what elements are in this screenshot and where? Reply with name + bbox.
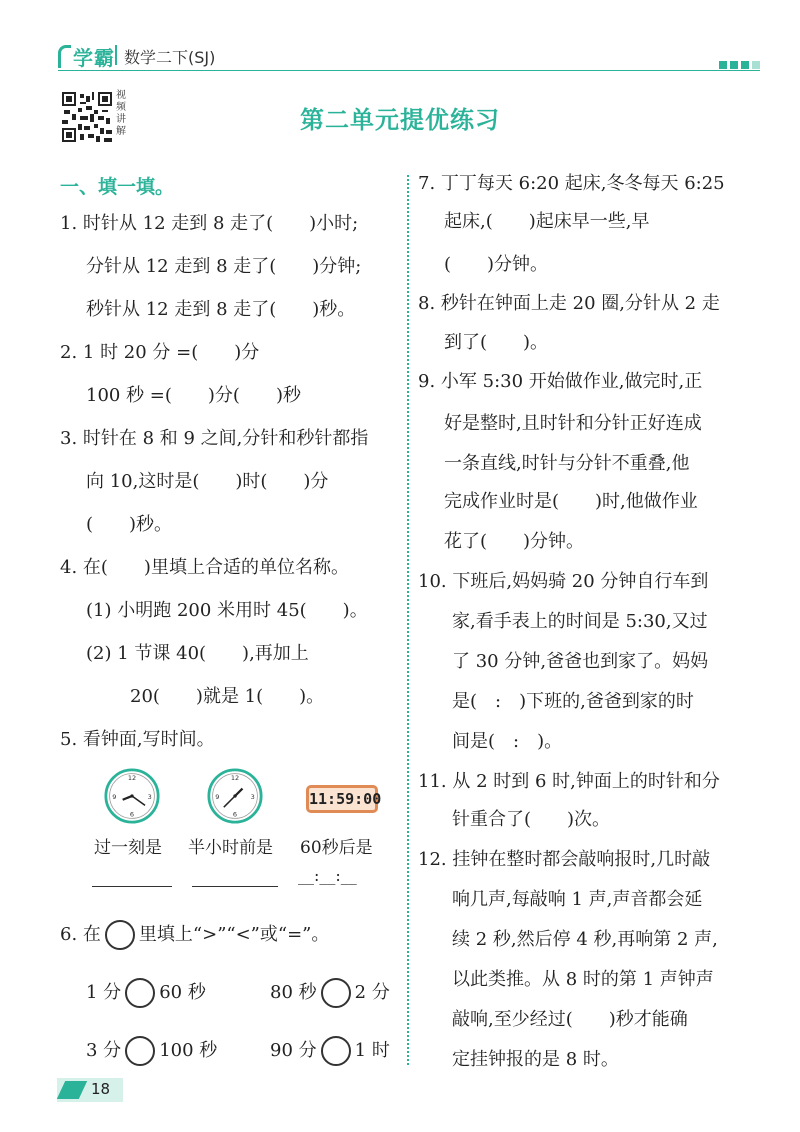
compare-item: 90 分 1 时 (270, 1036, 390, 1066)
pencil-icon (57, 1081, 87, 1099)
svg-text:12: 12 (127, 774, 137, 783)
answer-blank[interactable] (92, 886, 172, 887)
svg-text:12: 12 (230, 774, 240, 783)
page-number-tab (57, 1078, 123, 1102)
compare-item: 3 分 100 秒 (86, 1036, 217, 1066)
answer-blank-time[interactable]: __:__:__ (298, 866, 357, 885)
compare-circle[interactable] (321, 978, 351, 1008)
svg-text:9: 9 (112, 792, 117, 801)
svg-text:6: 6 (232, 810, 238, 819)
page-number: 18 (91, 1080, 111, 1098)
column-divider (407, 175, 409, 1065)
clock-face-icon (104, 768, 160, 824)
page-header (58, 42, 760, 72)
clock-caption: 60秒后是 (300, 838, 373, 858)
compare-circle[interactable] (125, 1036, 155, 1066)
compare-circle[interactable] (105, 920, 135, 950)
svg-text:3: 3 (250, 792, 255, 801)
svg-text:9: 9 (215, 792, 220, 801)
svg-text:6: 6 (129, 810, 135, 819)
answer-blank[interactable] (192, 886, 278, 887)
logo-mark-icon (58, 45, 71, 68)
clock-caption: 过一刻是 (94, 838, 162, 858)
brand-logo (58, 42, 115, 71)
book-title: 数学二下(SJ) (124, 48, 216, 67)
header-separator (115, 45, 117, 65)
qr-label: 视 频 讲 解 (116, 90, 126, 137)
digital-clock: 11:59:00 (306, 785, 378, 813)
clock-caption: 半小时前是 (188, 838, 273, 858)
compare-item: 80 秒 2 分 (270, 978, 390, 1008)
section-heading: 一、填一填。 (60, 176, 175, 198)
clock-face-icon (207, 768, 263, 824)
logo-text: 学霸 (73, 46, 115, 70)
compare-circle[interactable] (321, 1036, 351, 1066)
svg-text:3: 3 (147, 792, 152, 801)
page-title: 第二单元提优练习 (300, 106, 500, 134)
compare-item: 1 分 60 秒 (86, 978, 206, 1008)
compare-circle[interactable] (125, 978, 155, 1008)
header-rule (58, 70, 760, 71)
